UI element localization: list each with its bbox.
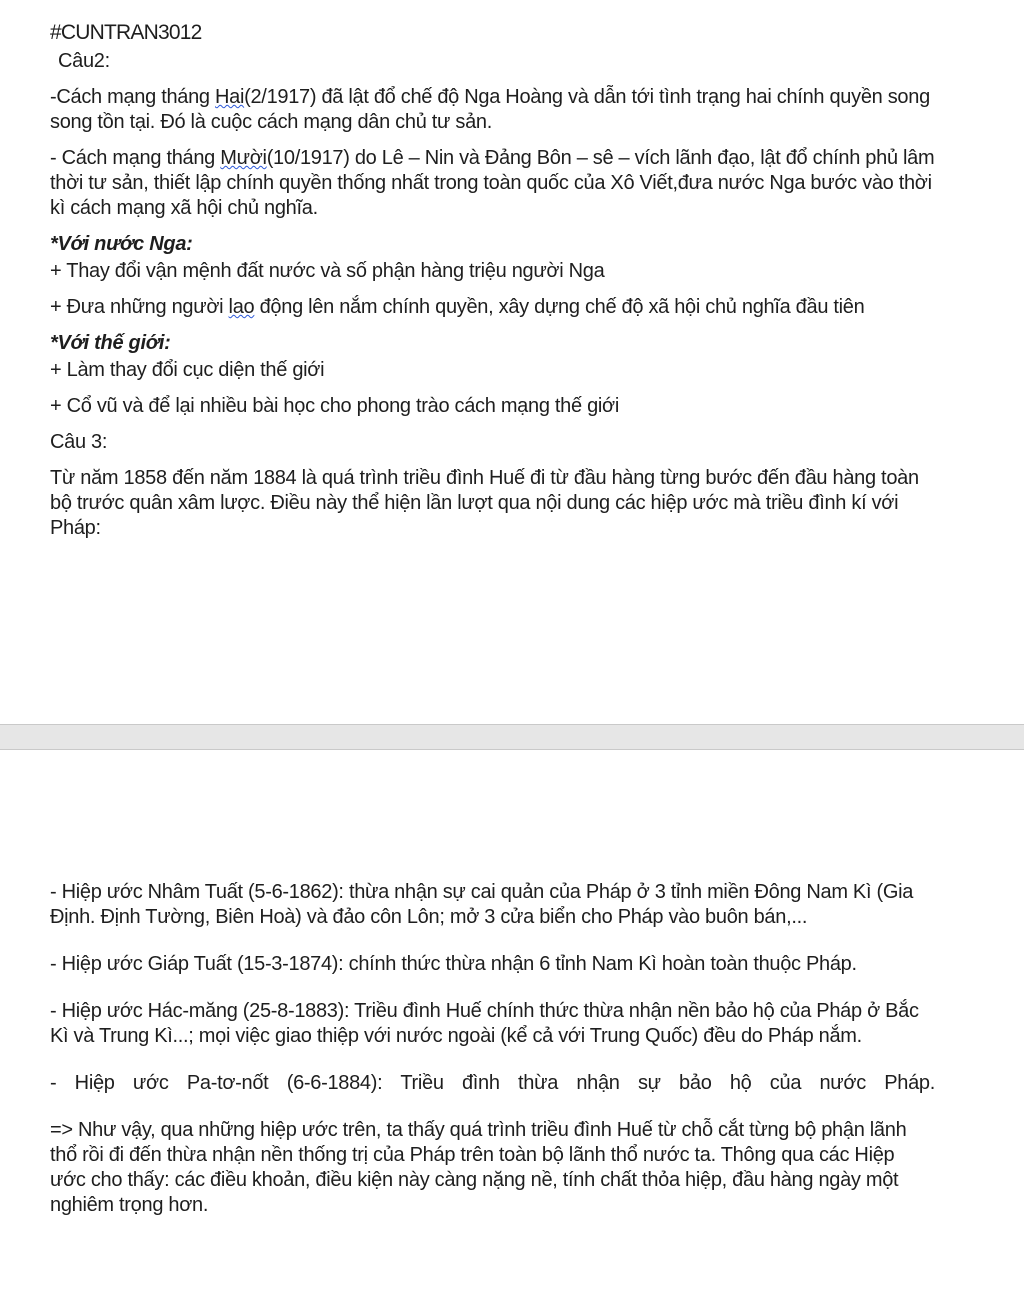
page-2-content: [50, 880, 935, 1229]
paragraph-cau3-intro: Từ năm 1858 đến năm 1884 là quá trình triều đình Huế đi từ đầu hàng từng bước đến đầu hàng toàn bộ trước quân xâm lược. Điều này thể hiện lần lượt qua nội dung các hiệp ước mà triều đình kí với Pháp:: [50, 467, 919, 539]
treaty-hac-mang: - Hiệp ước Hác-măng (25-8-1883): Triều đình Huế chính thức thừa nhận nền bảo hộ của Pháp ở Bắc Kì và Trung Kì...; mọi việc giao thiệp với nước ngoài (kể cả với Trung Quốc) đều do Pháp nắm.: [50, 1000, 919, 1047]
list-item-tg-1: + Làm thay đổi cục diện thế giới: [50, 359, 325, 381]
author-hashtag: #CUNTRAN3012: [50, 21, 202, 44]
treaty-pa-to-not: - Hiệp ước Pa-tơ-nốt (6-6-1884): Triều đình thừa nhận sự bảo hộ của nước Pháp.: [50, 1072, 935, 1094]
conclusion-paragraph: => Như vậy, qua những hiệp ước trên, ta thấy quá trình triều đình Huế từ chỗ cắt từng bộ phận lãnh thổ rồi đi đến thừa nhận nền thống trị của Pháp trên toàn bộ lãnh thổ nước ta. Thông qua các Hiệp ước cho thấy: các điều khoản, điều kiện này càng nặng nề, tính chất thỏa hiệp, đầu hàng ngày một nghiêm trọng hơn.: [50, 1119, 907, 1216]
heading-the-gioi: *Với thế giới:: [50, 332, 171, 354]
text-segment: -Cách mạng tháng: [50, 86, 215, 108]
treaty-giap-tuat: - Hiệp ước Giáp Tuất (15-3-1874): chính thức thừa nhận 6 tỉnh Nam Kì hoàn toàn thuộc Pháp.: [50, 953, 857, 975]
paragraph-thang-hai: [50, 85, 935, 135]
list-item-nga-1: + Thay đổi vận mệnh đất nước và số phận hàng triệu người Nga: [50, 260, 605, 282]
treaty-nham-tuat: - Hiệp ước Nhâm Tuất (5-6-1862): thừa nhận sự cai quản của Pháp ở 3 tỉnh miền Đông Nam Kì (Gia Định. Định Tường, Biên Hoà) và đảo côn Lôn; mở 3 cửa biển cho Pháp vào buôn bán,...: [50, 881, 914, 928]
text-segment: - Cách mạng tháng: [50, 147, 221, 169]
spelling-flag[interactable]: Hai: [215, 86, 245, 108]
text-segment: + Đưa những người: [50, 296, 229, 318]
list-item-tg-2: + Cổ vũ và để lại nhiều bài học cho phong trào cách mạng thế giới: [50, 395, 619, 417]
text-segment: (2/1917) đã lật đổ chế độ Nga Hoàng và dẫn tới tình trạng hai chính quyền song song tồn tại. Đó là cuộc cách mạng dân chủ tư sản.: [50, 86, 930, 133]
cau2-label: Câu2:: [58, 50, 110, 72]
spelling-flag[interactable]: lao: [228, 296, 255, 318]
page-1-content: [50, 20, 935, 552]
spelling-flag[interactable]: Mười: [220, 147, 267, 169]
list-item-nga-2: [50, 295, 935, 320]
text-segment: động lên nắm chính quyền, xây dựng chế độ xã hội chủ nghĩa đầu tiên: [254, 296, 865, 318]
text-segment: (10/1917) do Lê – Nin và Đảng Bôn – sê – vích lãnh đạo, lật đổ chính phủ lâm thời tư sản, thiết lập chính quyền thống nhất trong toàn quốc của Xô Viết,đưa nước Nga bước vào thời kì cách mạng xã hội chủ nghĩa.: [50, 147, 935, 219]
heading-nuoc-nga: *Với nước Nga:: [50, 233, 193, 255]
paragraph-thang-muoi: [50, 146, 935, 221]
page-break: [0, 724, 1024, 750]
cau3-label: Câu 3:: [50, 431, 108, 453]
